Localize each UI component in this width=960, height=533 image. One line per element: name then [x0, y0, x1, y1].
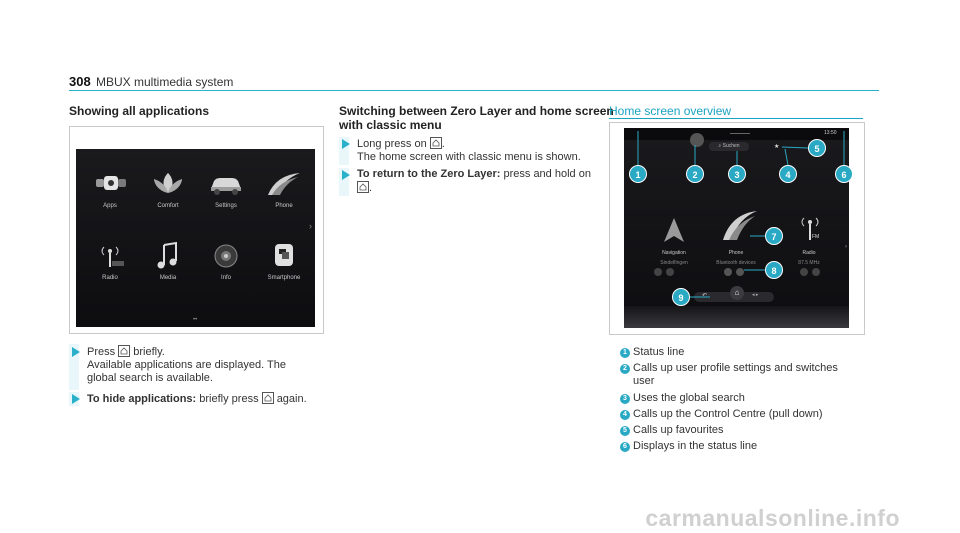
title-line: Switching between Zero Layer and home screen — [339, 104, 614, 118]
home-icon — [430, 137, 442, 149]
section-title-switching — [339, 104, 614, 132]
home-icon — [357, 181, 369, 193]
app-tile-apps[interactable] — [80, 169, 140, 209]
car-icon — [206, 169, 246, 199]
app-tile-radio[interactable] — [80, 241, 140, 281]
watermark: carmanualsonline.info — [645, 505, 900, 531]
app-tile-info[interactable] — [196, 241, 256, 281]
search-label: Suchen — [722, 143, 740, 149]
step-arrow-icon — [342, 139, 350, 149]
step-text: press and hold on — [503, 168, 591, 180]
phone-wave-icon — [264, 169, 304, 199]
step-text: . — [441, 138, 445, 150]
tile-sub: Bluetooth devices — [716, 260, 756, 266]
app-tile-smartphone[interactable] — [254, 241, 314, 281]
legend-number: 2 — [620, 364, 630, 374]
home-icon: ⌂ — [734, 288, 740, 297]
search-icon: ⌕ — [718, 143, 722, 149]
step-hide-apps — [87, 392, 307, 406]
title-line: with classic menu — [339, 118, 442, 132]
legend-text: Status line — [633, 346, 685, 358]
app-label: Info — [220, 275, 231, 281]
callout-8: 8 — [765, 261, 783, 279]
tile-sub: Sindelfingen — [660, 260, 688, 266]
step-arrow-icon — [342, 170, 350, 180]
step-arrow-icon — [72, 347, 80, 357]
step-text: The home screen with classic menu is shown. — [357, 151, 581, 163]
app-label: Comfort — [157, 203, 179, 209]
status-time: 13:50 — [824, 130, 837, 136]
tile-label: Navigation — [662, 250, 686, 256]
legend-text: Calls up user profile settings and switches — [633, 362, 838, 374]
step-text: . — [369, 182, 373, 194]
callout-6: 6 — [835, 165, 853, 183]
legend-item-5 — [620, 424, 724, 437]
smartphone-icon — [264, 241, 304, 271]
lotus-icon — [148, 169, 188, 199]
callout-7: 7 — [765, 227, 783, 245]
back-icon[interactable]: ↶ — [702, 293, 708, 299]
home-icon — [118, 345, 130, 357]
home-icon — [262, 392, 274, 404]
section-rule — [609, 118, 863, 119]
apps-screen — [76, 149, 315, 327]
section-title-home-overview: Home screen overview — [609, 104, 732, 118]
step-text: Available applications are displayed. The — [87, 359, 286, 371]
legend-text: user — [633, 375, 655, 387]
app-label: Media — [159, 275, 177, 281]
tile-label: Phone — [728, 250, 744, 256]
step-text: Press — [87, 346, 116, 358]
callout-9: 9 — [672, 288, 690, 306]
legend-number: 3 — [620, 394, 630, 404]
legend-text: Displays in the status line — [633, 440, 758, 452]
header-rule — [69, 90, 879, 91]
media-controls-icon[interactable]: ◂ ▸ — [752, 292, 759, 298]
legend-item-6 — [620, 440, 757, 453]
callout-5: 5 — [808, 139, 826, 157]
step-arrow-icon — [72, 394, 80, 404]
step-return-zero-layer — [357, 168, 591, 195]
legend-number: 5 — [620, 426, 630, 436]
legend-text: Calls up favourites — [633, 424, 724, 436]
callout-1: 1 — [629, 165, 647, 183]
step-text: again. — [276, 393, 307, 405]
legend-item-1 — [620, 346, 684, 359]
app-tile-settings[interactable] — [196, 169, 256, 209]
legend-text: Uses the global search — [633, 392, 745, 404]
step-text: global search is available. — [87, 372, 213, 384]
app-label: Phone — [275, 203, 293, 209]
app-tile-phone[interactable] — [254, 169, 314, 209]
legend-number: 6 — [620, 442, 630, 452]
app-label: Settings — [215, 203, 237, 209]
star-icon[interactable]: ★ — [774, 144, 780, 150]
radio-antenna-icon — [90, 241, 130, 271]
app-tile-comfort[interactable] — [138, 169, 198, 209]
header-title: MBUX multimedia system — [96, 75, 234, 89]
chevron-right-icon: › — [845, 244, 847, 250]
tile-label: Radio — [802, 250, 816, 256]
callout-3: 3 — [728, 165, 746, 183]
step-text: Long press on — [357, 138, 427, 150]
callout-2: 2 — [686, 165, 704, 183]
app-label: Radio — [102, 275, 118, 281]
legend-text: Calls up the Control Centre (pull down) — [633, 408, 823, 420]
step-press-home — [87, 345, 286, 385]
step-bold: To return to the Zero Layer: — [357, 168, 501, 180]
legend-item-4 — [620, 408, 823, 421]
app-label: Smartphone — [267, 275, 301, 281]
page-dots-icon: •• — [193, 317, 198, 323]
callout-4: 4 — [779, 165, 797, 183]
app-label: Apps — [103, 203, 117, 209]
legend-number: 4 — [620, 410, 630, 420]
music-note-icon — [148, 241, 188, 271]
legend-item-2 — [620, 362, 838, 388]
legend-item-3 — [620, 392, 745, 405]
tile-sub: 87.5 MHz — [798, 260, 820, 266]
home-screenshot-frame — [609, 122, 865, 335]
section-title-showing-apps: Showing all applications — [69, 104, 210, 118]
step-long-press — [357, 137, 581, 164]
fm-label: FM — [812, 234, 820, 240]
step-text: briefly. — [133, 346, 165, 358]
chevron-right-icon: › — [309, 221, 312, 231]
step-bold: To hide applications: — [87, 393, 197, 405]
legend-number: 1 — [620, 348, 630, 358]
app-tile-media[interactable] — [138, 241, 198, 281]
apps-icon — [90, 169, 130, 199]
apps-screenshot-frame — [69, 126, 324, 334]
step-text: briefly press — [199, 393, 259, 405]
info-dial-icon — [206, 241, 246, 271]
page-number: 308 — [69, 74, 91, 89]
callout-leaders — [610, 123, 864, 334]
